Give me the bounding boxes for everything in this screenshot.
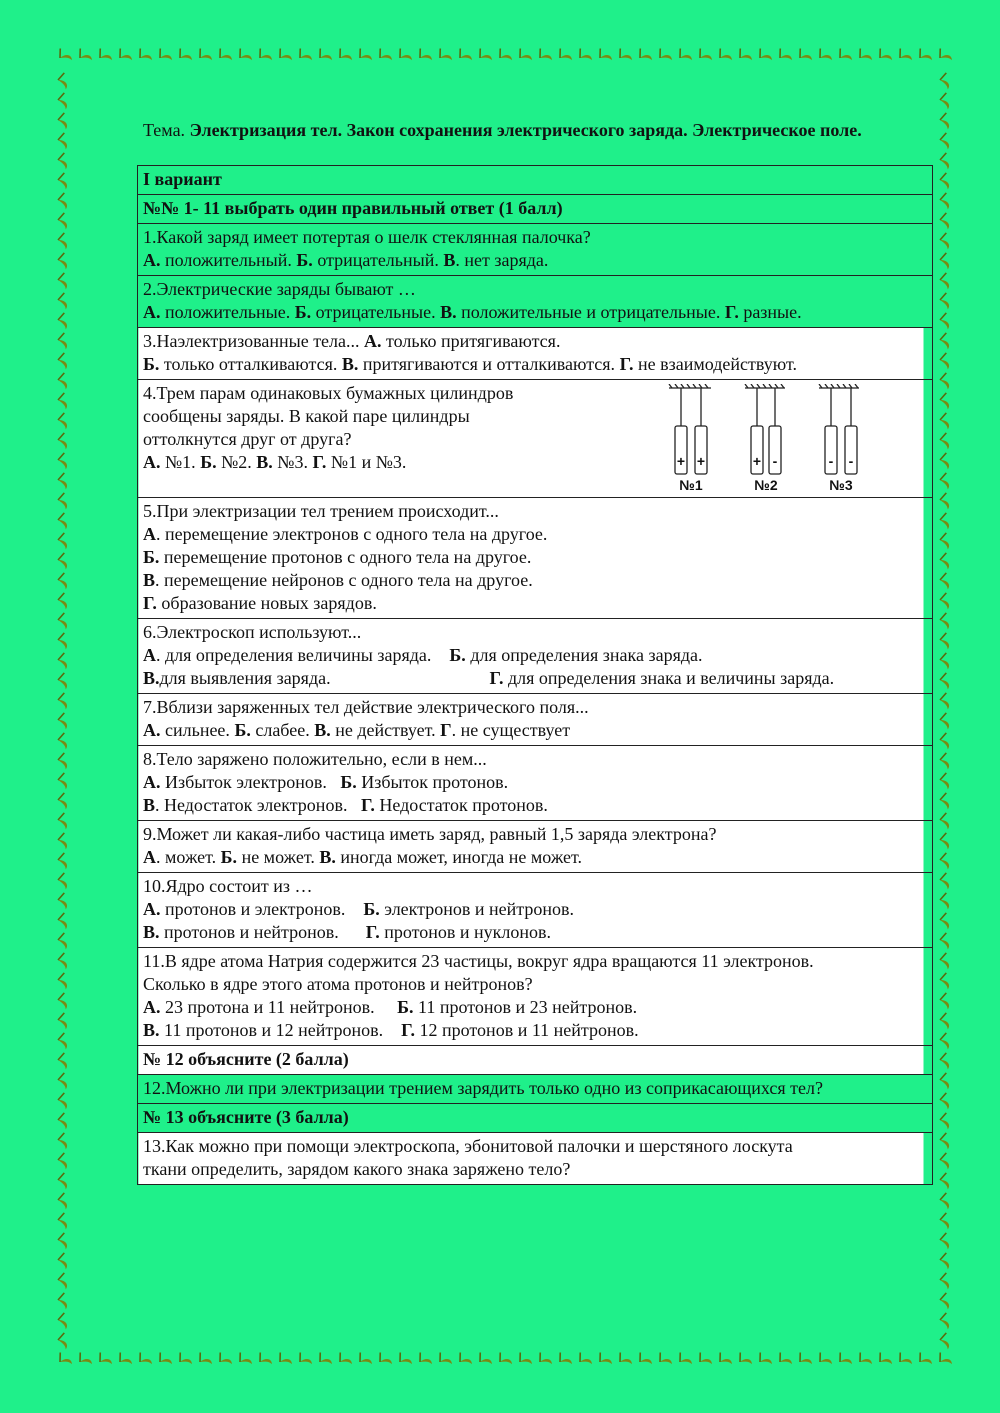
leaf-icon xyxy=(257,1353,274,1367)
leaf-icon xyxy=(57,1093,72,1110)
leaf-icon xyxy=(939,1133,954,1150)
leaf-icon xyxy=(939,373,954,390)
leaf-icon xyxy=(939,333,954,350)
leaf-icon xyxy=(177,1353,194,1367)
leaf-icon xyxy=(57,833,72,850)
leaf-icon xyxy=(939,873,954,890)
leaf-icon xyxy=(57,713,72,730)
leaf-icon xyxy=(939,173,954,190)
question-7: 7.Вблизи заряженных тел действие электрического поля... А. сильнее. Б. слабее. В. не действует. Г. не существует xyxy=(138,694,933,746)
leaf-icon xyxy=(57,693,72,710)
leaf-icon xyxy=(57,573,72,590)
leaf-icon xyxy=(277,49,294,63)
leaf-icon xyxy=(637,1353,654,1367)
leaf-icon xyxy=(939,1313,954,1330)
leaf-icon xyxy=(137,49,154,63)
leaf-icon xyxy=(939,673,954,690)
leaf-icon xyxy=(57,533,72,550)
leaf-icon xyxy=(337,1353,354,1367)
leaf-icon xyxy=(57,973,72,990)
leaf-icon xyxy=(57,49,74,63)
charge-minus: - xyxy=(848,453,854,469)
leaf-icon xyxy=(57,853,72,870)
question-5: 5.При электризации тел трением происходит... А. перемещение электронов с одного тела на другое. Б. перемещение протонов с одного тела на другое. В. перемещение нейронов с одного тела на другое. Г. образование новых зарядов. xyxy=(138,498,933,619)
leaf-icon xyxy=(939,853,954,870)
leaf-icon xyxy=(939,1233,954,1250)
leaf-icon xyxy=(597,1353,614,1367)
leaf-icon xyxy=(939,1273,954,1290)
leaf-icon xyxy=(57,513,72,530)
leaf-icon xyxy=(57,1033,72,1050)
leaf-icon xyxy=(939,513,954,530)
leaf-icon xyxy=(717,1353,734,1367)
leaf-icon xyxy=(57,153,72,170)
leaf-icon xyxy=(77,1353,94,1367)
charge-plus: + xyxy=(676,453,686,469)
leaf-icon xyxy=(757,49,774,63)
leaf-icon xyxy=(57,373,72,390)
leaf-icon xyxy=(157,49,174,63)
leaf-icon xyxy=(939,633,954,650)
leaf-icon xyxy=(939,73,954,90)
leaf-icon xyxy=(57,673,72,690)
leaf-icon xyxy=(577,49,594,63)
leaf-icon xyxy=(939,1013,954,1030)
leaf-icon xyxy=(939,1293,954,1310)
leaf-icon xyxy=(57,1313,72,1330)
leaf-icon xyxy=(57,793,72,810)
leaf-icon xyxy=(137,1353,154,1367)
leaf-icon xyxy=(837,1353,854,1367)
title-prefix: Тема. xyxy=(143,120,186,140)
leaf-icon xyxy=(477,1353,494,1367)
leaf-icon xyxy=(57,1353,74,1367)
leaf-icon xyxy=(939,1333,954,1350)
test-table xyxy=(137,165,933,1185)
leaf-icon xyxy=(517,49,534,63)
charge-plus: + xyxy=(696,453,706,469)
leaf-icon xyxy=(57,753,72,770)
leaf-icon xyxy=(57,873,72,890)
leaf-icon xyxy=(939,293,954,310)
leaf-icon xyxy=(57,93,72,110)
leaf-icon xyxy=(397,49,414,63)
leaf-icon xyxy=(57,173,72,190)
leaf-icon xyxy=(939,273,954,290)
leaf-icon xyxy=(117,49,134,63)
leaf-icon xyxy=(117,1353,134,1367)
leaf-icon xyxy=(57,773,72,790)
leaf-icon xyxy=(939,713,954,730)
leaf-icon xyxy=(57,353,72,370)
leaf-icon xyxy=(857,1353,874,1367)
leaf-icon xyxy=(939,693,954,710)
leaf-icon xyxy=(939,813,954,830)
leaf-icon xyxy=(939,753,954,770)
leaf-icon xyxy=(177,49,194,63)
leaf-icon xyxy=(917,49,934,63)
leaf-icon xyxy=(57,1173,72,1190)
leaf-icon xyxy=(57,273,72,290)
leaf-icon xyxy=(337,49,354,63)
leaf-icon xyxy=(939,553,954,570)
leaf-icon xyxy=(497,49,514,63)
leaf-icon xyxy=(939,1173,954,1190)
leaf-icon xyxy=(737,1353,754,1367)
leaf-icon xyxy=(637,49,654,63)
leaf-icon xyxy=(317,49,334,63)
leaf-icon xyxy=(57,453,72,470)
leaf-icon xyxy=(877,1353,894,1367)
leaf-icon xyxy=(57,133,72,150)
leaf-icon xyxy=(677,1353,694,1367)
section-1-header: №№ 1- 11 выбрать один правильный ответ (1 балл) xyxy=(138,195,933,224)
leaf-icon xyxy=(717,49,734,63)
leaf-icon xyxy=(737,49,754,63)
leaf-icon xyxy=(877,49,894,63)
leaf-icon xyxy=(937,49,954,63)
leaf-icon xyxy=(657,49,674,63)
leaf-icon xyxy=(939,1153,954,1170)
leaf-icon xyxy=(517,1353,534,1367)
leaf-icon xyxy=(57,193,72,210)
leaf-icon xyxy=(797,49,814,63)
leaf-icon xyxy=(217,49,234,63)
leaf-icon xyxy=(257,49,274,63)
leaf-icon xyxy=(537,1353,554,1367)
leaf-icon xyxy=(817,1353,834,1367)
leaf-icon xyxy=(939,793,954,810)
leaf-icon xyxy=(617,1353,634,1367)
leaf-icon xyxy=(939,413,954,430)
leaf-icon xyxy=(57,1193,72,1210)
leaf-icon xyxy=(837,49,854,63)
question-1 xyxy=(138,224,933,276)
answer-options: Б. только отталкиваются. В. притягиваются и отталкиваются. Г. не взаимодействуют. xyxy=(143,354,797,374)
leaf-icon xyxy=(57,1153,72,1170)
question-3: 3.Наэлектризованные тела... А. только притягиваются. Б. только отталкиваются. В. притягиваются и отталкиваются. Г. не взаимодействуют. xyxy=(138,328,933,380)
leaf-icon xyxy=(57,213,72,230)
leaf-icon xyxy=(497,1353,514,1367)
leaf-icon xyxy=(57,113,72,130)
leaf-icon xyxy=(939,1253,954,1270)
leaf-icon xyxy=(477,49,494,63)
leaf-icon xyxy=(657,1353,674,1367)
leaf-icon xyxy=(457,49,474,63)
leaf-icon xyxy=(57,633,72,650)
leaf-icon xyxy=(939,353,954,370)
leaf-icon xyxy=(57,1073,72,1090)
leaf-icon xyxy=(557,1353,574,1367)
leaf-icon xyxy=(57,553,72,570)
leaf-icon xyxy=(939,493,954,510)
leaf-icon xyxy=(939,193,954,210)
leaf-icon xyxy=(597,49,614,63)
page-title xyxy=(143,118,923,142)
title-topic: Электризация тел. Закон сохранения электрического заряда. Электрическое поле. xyxy=(189,120,862,140)
question-8: 8.Тело заряжено положительно, если в нем... А. Избыток электронов. Б. Избыток протонов. В. Недостаток электронов. Г. Недостаток протонов. xyxy=(138,746,933,821)
leaf-icon xyxy=(157,1353,174,1367)
leaf-icon xyxy=(939,473,954,490)
leaf-icon xyxy=(557,49,574,63)
leaf-icon xyxy=(237,1353,254,1367)
leaf-icon xyxy=(57,313,72,330)
variant-header: I вариант xyxy=(138,166,933,195)
question-13: 13.Как можно при помощи электроскопа, эбонитовой палочки и шерстяного лоскута ткани определить, зарядом какого знака заряжено тело? xyxy=(138,1133,933,1185)
question-11: 11.В ядре атома Натрия содержится 23 частицы, вокруг ядра вращаются 11 электронов. Сколько в ядре этого атома протонов и нейтронов? А. 23 протона и 11 нейтронов. Б. 11 протонов и 23 нейтронов. В. 11 протонов и 12 нейтронов. Г. 12 протонов и 11 нейтронов. xyxy=(138,948,933,1046)
leaf-icon xyxy=(939,1113,954,1130)
leaf-icon xyxy=(57,333,72,350)
leaf-icon xyxy=(939,1213,954,1230)
leaf-icon xyxy=(939,893,954,910)
leaf-icon xyxy=(57,893,72,910)
leaf-icon xyxy=(797,1353,814,1367)
leaf-icon xyxy=(357,1353,374,1367)
leaf-icon xyxy=(77,49,94,63)
leaf-icon xyxy=(417,1353,434,1367)
leaf-icon xyxy=(57,933,72,950)
leaf-icon xyxy=(677,49,694,63)
leaf-icon xyxy=(377,49,394,63)
leaf-icon xyxy=(939,613,954,630)
leaf-icon xyxy=(57,393,72,410)
leaf-icon xyxy=(297,49,314,63)
leaf-icon xyxy=(57,1293,72,1310)
leaf-icon xyxy=(939,1093,954,1110)
leaf-icon xyxy=(939,253,954,270)
leaf-icon xyxy=(457,1353,474,1367)
leaf-icon xyxy=(57,593,72,610)
leaf-icon xyxy=(577,1353,594,1367)
leaf-icon xyxy=(57,1133,72,1150)
leaf-icon xyxy=(939,433,954,450)
leaf-icon xyxy=(237,49,254,63)
leaf-icon xyxy=(697,1353,714,1367)
leaf-icon xyxy=(357,49,374,63)
leaf-icon xyxy=(57,1113,72,1130)
leaf-icon xyxy=(57,253,72,270)
question-9: 9.Может ли какая-либо частица иметь заряд, равный 1,5 заряда электрона? А. может. Б. не может. В. иногда может, иногда не может. xyxy=(138,821,933,873)
leaf-icon xyxy=(437,1353,454,1367)
leaf-icon xyxy=(397,1353,414,1367)
leaf-icon xyxy=(939,1193,954,1210)
leaf-icon xyxy=(57,1233,72,1250)
charge-plus: + xyxy=(752,453,762,469)
pair-label: №1 xyxy=(679,477,703,493)
leaf-icon xyxy=(537,49,554,63)
answer-options: А. положительные. Б. отрицательные. В. положительные и отрицательные. Г. разные. xyxy=(143,302,802,322)
leaf-icon xyxy=(57,613,72,630)
leaf-icon xyxy=(939,93,954,110)
leaf-icon xyxy=(857,49,874,63)
leaf-icon xyxy=(939,233,954,250)
leaf-icon xyxy=(937,1353,954,1367)
leaf-icon xyxy=(57,813,72,830)
leaf-icon xyxy=(57,433,72,450)
leaf-icon xyxy=(939,393,954,410)
leaf-icon xyxy=(417,49,434,63)
leaf-icon xyxy=(777,49,794,63)
leaf-icon xyxy=(197,49,214,63)
leaf-icon xyxy=(939,1073,954,1090)
leaf-icon xyxy=(939,573,954,590)
answer-options: А. положительный. Б. отрицательный. В. нет заряда. xyxy=(143,250,549,270)
leaf-icon xyxy=(917,1353,934,1367)
leaf-icon xyxy=(57,413,72,430)
leaf-icon xyxy=(57,1333,72,1350)
leaf-icon xyxy=(897,49,914,63)
pair-label: №2 xyxy=(754,477,778,493)
leaf-icon xyxy=(939,973,954,990)
leaf-icon xyxy=(617,49,634,63)
charge-minus: - xyxy=(828,453,834,469)
question-4: 4.Трем парам одинаковых бумажных цилиндров сообщены заряды. В какой паре цилиндры оттолкнутся друг от друга? А. №1. Б. №2. В. №3. Г. №1 и №3. + + + - - - №1 №2 №3 xyxy=(138,380,933,498)
leaf-icon xyxy=(939,133,954,150)
leaf-icon xyxy=(817,49,834,63)
leaf-icon xyxy=(57,1273,72,1290)
leaf-icon xyxy=(939,1033,954,1050)
leaf-icon xyxy=(57,233,72,250)
leaf-icon xyxy=(757,1353,774,1367)
leaf-icon xyxy=(57,953,72,970)
leaf-icon xyxy=(939,453,954,470)
leaf-icon xyxy=(57,913,72,930)
leaf-icon xyxy=(97,49,114,63)
leaf-icon xyxy=(939,773,954,790)
section-3-header: № 13 объясните (3 балла) xyxy=(138,1104,933,1133)
question-2 xyxy=(138,276,933,328)
leaf-icon xyxy=(277,1353,294,1367)
leaf-icon xyxy=(57,473,72,490)
cylinders-figure xyxy=(667,384,887,494)
leaf-icon xyxy=(57,653,72,670)
question-text: 1.Какой заряд имеет потертая о шелк стеклянная палочка? xyxy=(143,227,591,247)
leaf-icon xyxy=(697,49,714,63)
leaf-icon xyxy=(939,953,954,970)
leaf-icon xyxy=(939,993,954,1010)
pair-label: №3 xyxy=(829,477,853,493)
leaf-icon xyxy=(939,153,954,170)
leaf-icon xyxy=(377,1353,394,1367)
leaf-icon xyxy=(57,993,72,1010)
leaf-icon xyxy=(939,1053,954,1070)
leaf-icon xyxy=(939,733,954,750)
leaf-icon xyxy=(939,833,954,850)
leaf-icon xyxy=(777,1353,794,1367)
leaf-icon xyxy=(437,49,454,63)
leaf-icon xyxy=(939,933,954,950)
leaf-icon xyxy=(57,1253,72,1270)
answer-options: А. №1. Б. №2. В. №3. Г. №1 и №3. xyxy=(143,452,407,472)
leaf-icon xyxy=(939,913,954,930)
leaf-icon xyxy=(939,653,954,670)
leaf-icon xyxy=(57,1013,72,1030)
leaf-icon xyxy=(939,213,954,230)
leaf-icon xyxy=(197,1353,214,1367)
leaf-icon xyxy=(939,533,954,550)
question-text: 2.Электрические заряды бывают … xyxy=(143,279,416,299)
leaf-icon xyxy=(57,733,72,750)
leaf-icon xyxy=(317,1353,334,1367)
leaf-icon xyxy=(57,1053,72,1070)
section-2-header: № 12 объясните (2 балла) xyxy=(138,1046,933,1075)
leaf-icon xyxy=(939,113,954,130)
leaf-icon xyxy=(57,1213,72,1230)
question-6: 6.Электроскоп используют... А. для определения величины заряда. Б. для определения знака заряда. В.для выявления заряда. Г. для определения знака и величины заряда. xyxy=(138,619,933,694)
leaf-icon xyxy=(57,73,72,90)
leaf-icon xyxy=(57,293,72,310)
leaf-icon xyxy=(897,1353,914,1367)
leaf-icon xyxy=(939,593,954,610)
question-10: 10.Ядро состоит из … А. протонов и электронов. Б. электронов и нейтронов. В. протонов и нейтронов. Г. протонов и нуклонов. xyxy=(138,873,933,948)
leaf-icon xyxy=(297,1353,314,1367)
leaf-icon xyxy=(57,493,72,510)
question-12: 12.Можно ли при электризации трением зарядить только одно из соприкасающихся тел? xyxy=(138,1075,933,1104)
leaf-icon xyxy=(217,1353,234,1367)
leaf-icon xyxy=(939,313,954,330)
charge-minus: - xyxy=(772,453,778,469)
leaf-icon xyxy=(97,1353,114,1367)
